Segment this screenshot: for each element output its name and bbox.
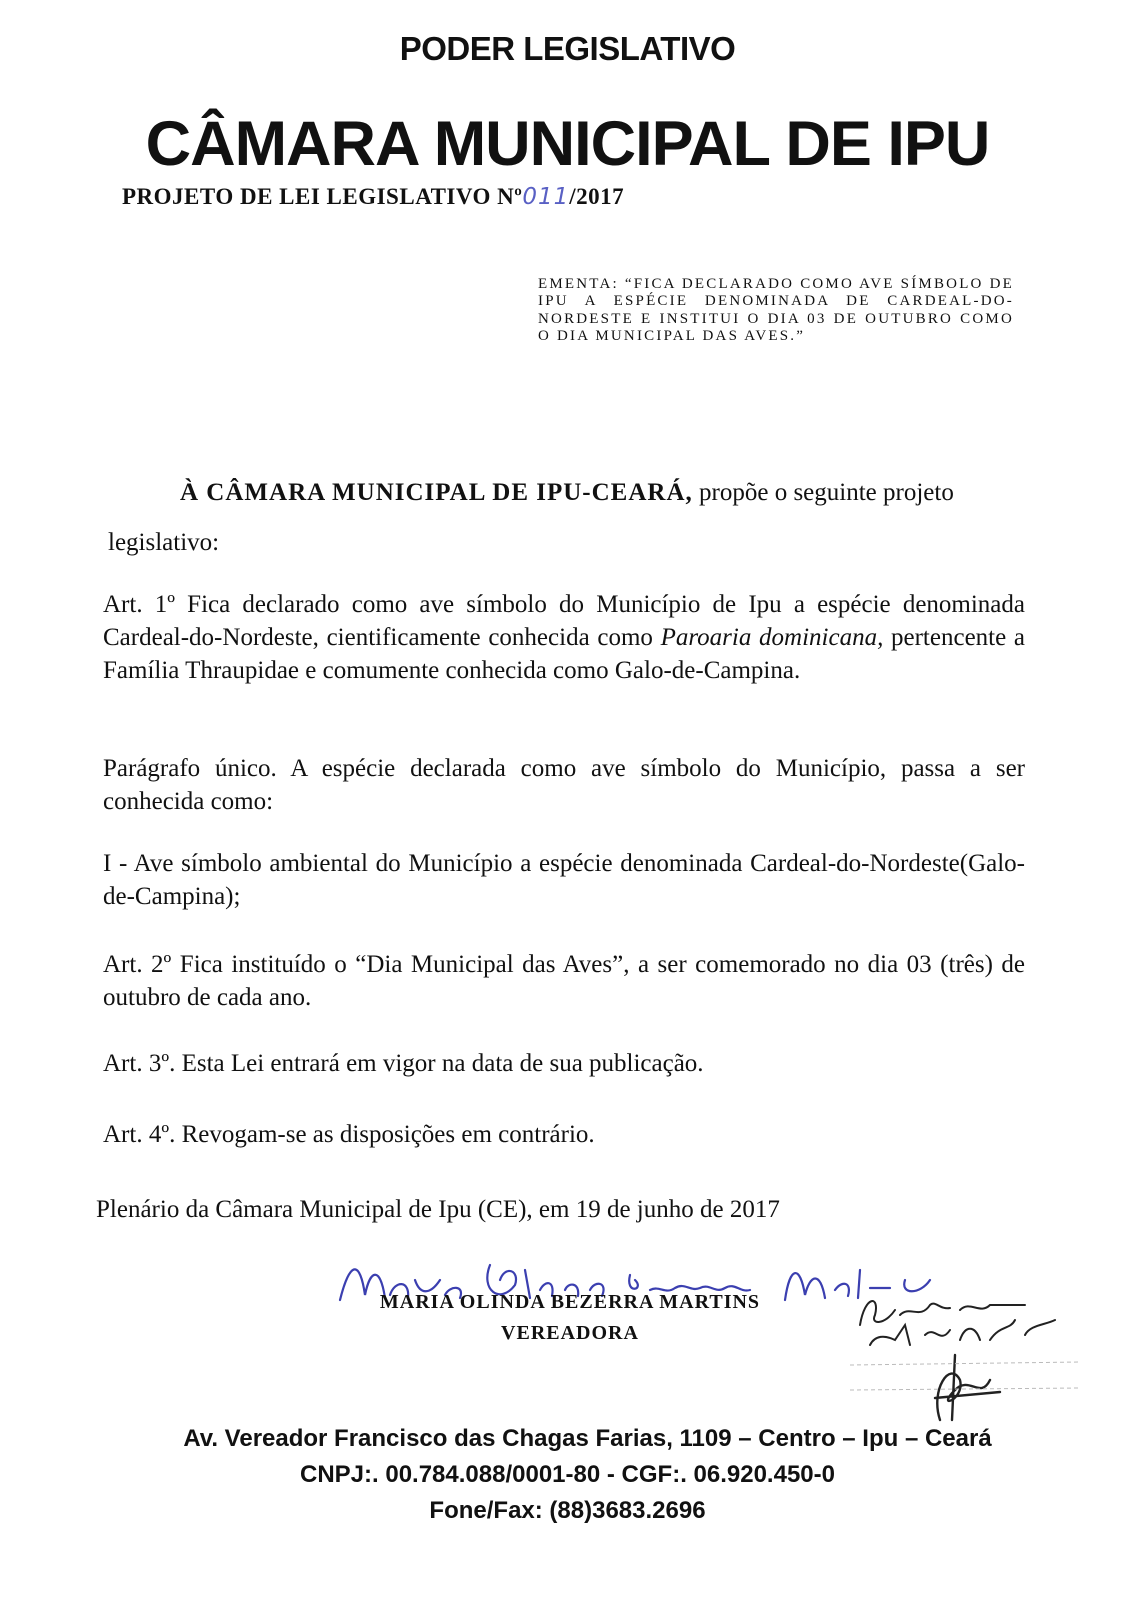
article-3: Art. 3º. Esta Lei entrará em vigor na data de sua publicação.: [103, 1050, 704, 1077]
plenario-date-line: Plenário da Câmara Municipal de Ipu (CE), em 19 de junho de 2017: [96, 1196, 780, 1223]
footer-address: Av. Vereador Francisco das Chagas Farias, 1109 – Centro – Ipu – Ceará: [183, 1425, 992, 1452]
article-1-text-b: pertencente a Família Thraupidae e comumente conhecida como Galo-de-Campina.: [103, 624, 1025, 684]
footer-cnpj: CNPJ:. 00.784.088/0001-80 - CGF:. 06.920.450-0: [300, 1461, 835, 1488]
inciso-i: I - Ave símbolo ambiental do Município a espécie denominada Cardeal-do-Nordeste(Galo-de-Campina);: [103, 850, 1025, 910]
intro-text: propõe o seguinte projeto: [692, 479, 954, 506]
intro-addressee: À CÂMARA MUNICIPAL DE IPU-CEARÁ,: [180, 479, 693, 506]
intro-line-2: legislativo:: [108, 529, 220, 556]
project-number-handwritten: 011: [522, 184, 570, 210]
article-1: [103, 588, 1025, 687]
ementa-summary: EMENTA: “FICA DECLARADO COMO AVE SÍMBOLO DE IPU A ESPÉCIE DENOMINADA DE CARDEAL-DO-NORDESTE E INSTITUI O DIA 03 DE OUTUBRO COMO O DIA MUNICIPAL DAS AVES.”: [538, 276, 1014, 345]
article-1-scientific-name: Paroaria dominicana,: [660, 624, 884, 651]
article-1-text-a: Art. 1º Fica declarado como ave símbolo do Município de Ipu a espécie denominada Cardeal-do-Nordeste, cientificamente conhecida como: [103, 591, 1025, 651]
paragrafo-unico: Parágrafo único. A espécie declarada como ave símbolo do Município, passa a ser conhecida como:: [103, 755, 1025, 815]
header-camara-municipal: CÂMARA MUNICIPAL DE IPU: [145, 109, 990, 179]
project-prefix: PROJETO DE LEI LEGISLATIVO Nº: [122, 184, 523, 209]
signatory-role: VEREADORA: [501, 1322, 639, 1344]
header-poder-legislativo: PODER LEGISLATIVO: [399, 30, 736, 67]
project-number-line: [122, 184, 624, 210]
reception-stamp: [840, 1280, 1090, 1425]
project-year: /2017: [569, 184, 625, 209]
article-4: Art. 4º. Revogam-se as disposições em contrário.: [103, 1121, 595, 1148]
article-2: Art. 2º Fica instituído o “Dia Municipal das Aves”, a ser comemorado no dia 03 (três) de outubro de cada ano.: [103, 951, 1025, 1011]
footer-phone: Fone/Fax: (88)3683.2696: [429, 1497, 706, 1524]
intro-line: [180, 476, 1025, 509]
signatory-name: MARIA OLINDA BEZERRA MARTINS: [379, 1291, 761, 1313]
